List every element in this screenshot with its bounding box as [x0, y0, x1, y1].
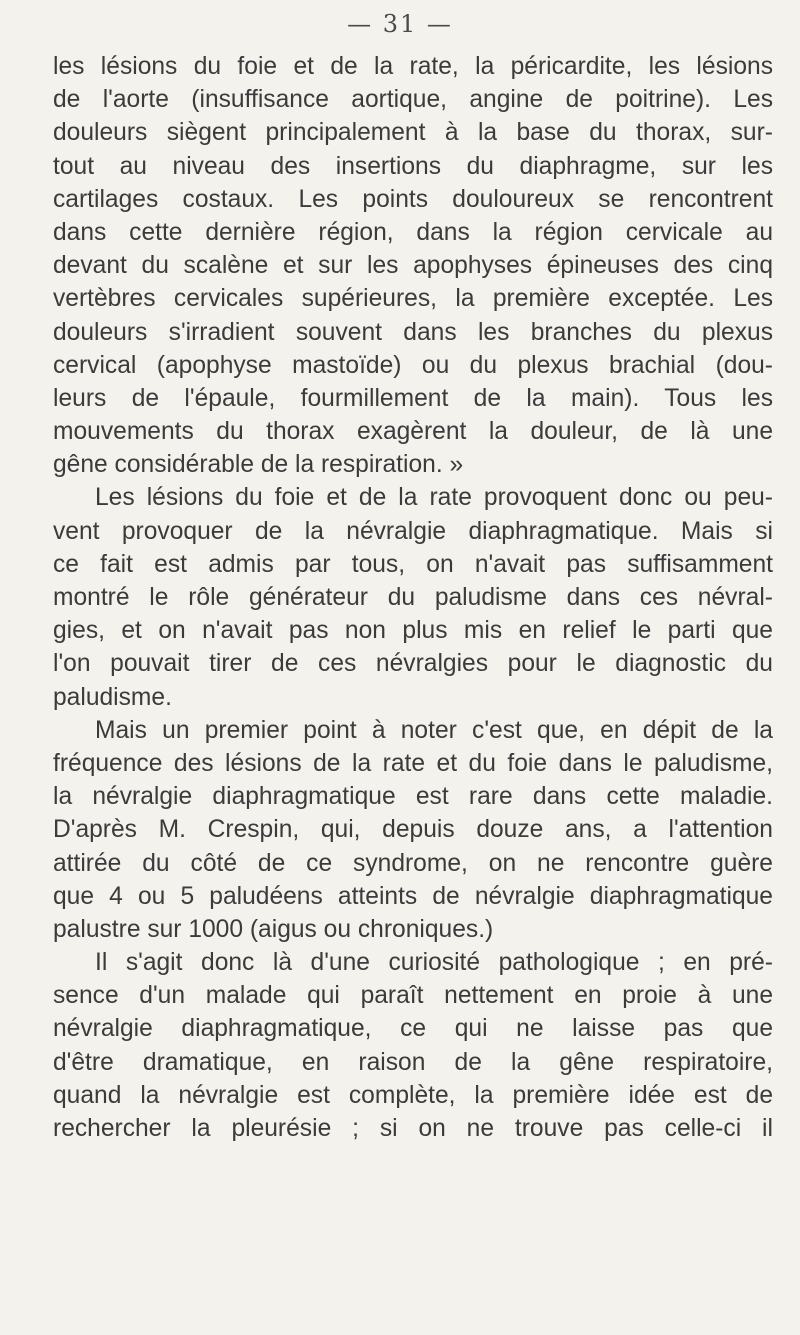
text-line: rechercher la pleurésie ; si on ne trouve pas celle-ci il [53, 1115, 773, 1142]
body-text [53, 50, 773, 1145]
text-line: ce fait est admis par tous, on n'avait pas suffisamment [53, 550, 773, 578]
text-line: fréquence des lésions de la rate et du foie dans le paludisme, [53, 749, 773, 777]
text-line: quand la névralgie est complète, la première idée est de [53, 1081, 773, 1109]
text-line: gêne considérable de la respiration. » [53, 451, 464, 479]
text-line: palustre sur 1000 (aigus ou chroniques.) [53, 915, 494, 943]
text-line: tout au niveau des insertions du diaphragme, sur les [53, 152, 773, 180]
text-line: attirée du côté de ce syndrome, on ne rencontre guère [53, 849, 773, 877]
text-line: d'être dramatique, en raison de la gêne respiratoire, [53, 1048, 773, 1076]
text-line: cartilages costaux. Les points douloureux se rencontrent [53, 185, 773, 213]
text-line: vertèbres cervicales supérieures, la première exceptée. Les [53, 285, 773, 313]
text-line: douleurs s'irradient souvent dans les branches du plexus [53, 318, 773, 346]
text-line: les lésions du foie et de la rate, la péricardite, les lésions [53, 53, 773, 80]
text-line: névralgie diaphragmatique, ce qui ne laisse pas que [53, 1015, 773, 1043]
text-line: leurs de l'épaule, fourmillement de la main). Tous les [53, 384, 773, 412]
text-line: vent provoquer de la névralgie diaphragmatique. Mais si [53, 517, 773, 545]
text-line: la névralgie diaphragmatique est rare dans cette maladie. [53, 783, 773, 811]
paragraph-start-line: Il s'agit donc là d'une curiosité pathologique ; en pré- [95, 949, 773, 977]
text-line: devant du scalène et sur les apophyses épineuses des cinq [53, 252, 773, 280]
page-number: — 31 — [347, 10, 453, 38]
text-line: douleurs siègent principalement à la base du thorax, sur- [53, 119, 773, 147]
text-line: montré le rôle générateur du paludisme dans ces névral- [53, 584, 773, 611]
text-line: sence d'un malade qui paraît nettement en proie à une [53, 982, 773, 1010]
text-line: l'on pouvait tirer de ces névralgies pour le diagnostic du [53, 650, 773, 678]
text-line: gies, et on n'avait pas non plus mis en relief le parti que [53, 617, 773, 645]
paragraph-start-line: Les lésions du foie et de la rate provoquent donc ou peu- [95, 484, 773, 512]
text-line: dans cette dernière région, dans la région cervicale au [53, 218, 773, 246]
paragraph-start-line: Mais un premier point à noter c'est que, en dépit de la [95, 716, 773, 744]
text-line: cervical (apophyse mastoïde) ou du plexus brachial (dou- [53, 351, 773, 379]
text-line: mouvements du thorax exagèrent la douleur, de là une [53, 418, 773, 446]
text-line: D'après M. Crespin, qui, depuis douze ans, a l'attention [53, 816, 773, 844]
text-line: paludisme. [53, 683, 172, 711]
text-line: que 4 ou 5 paludéens atteints de névralgie diaphragmatique [53, 882, 773, 910]
text-line: de l'aorte (insuffisance aortique, angine de poitrine). Les [53, 86, 773, 114]
